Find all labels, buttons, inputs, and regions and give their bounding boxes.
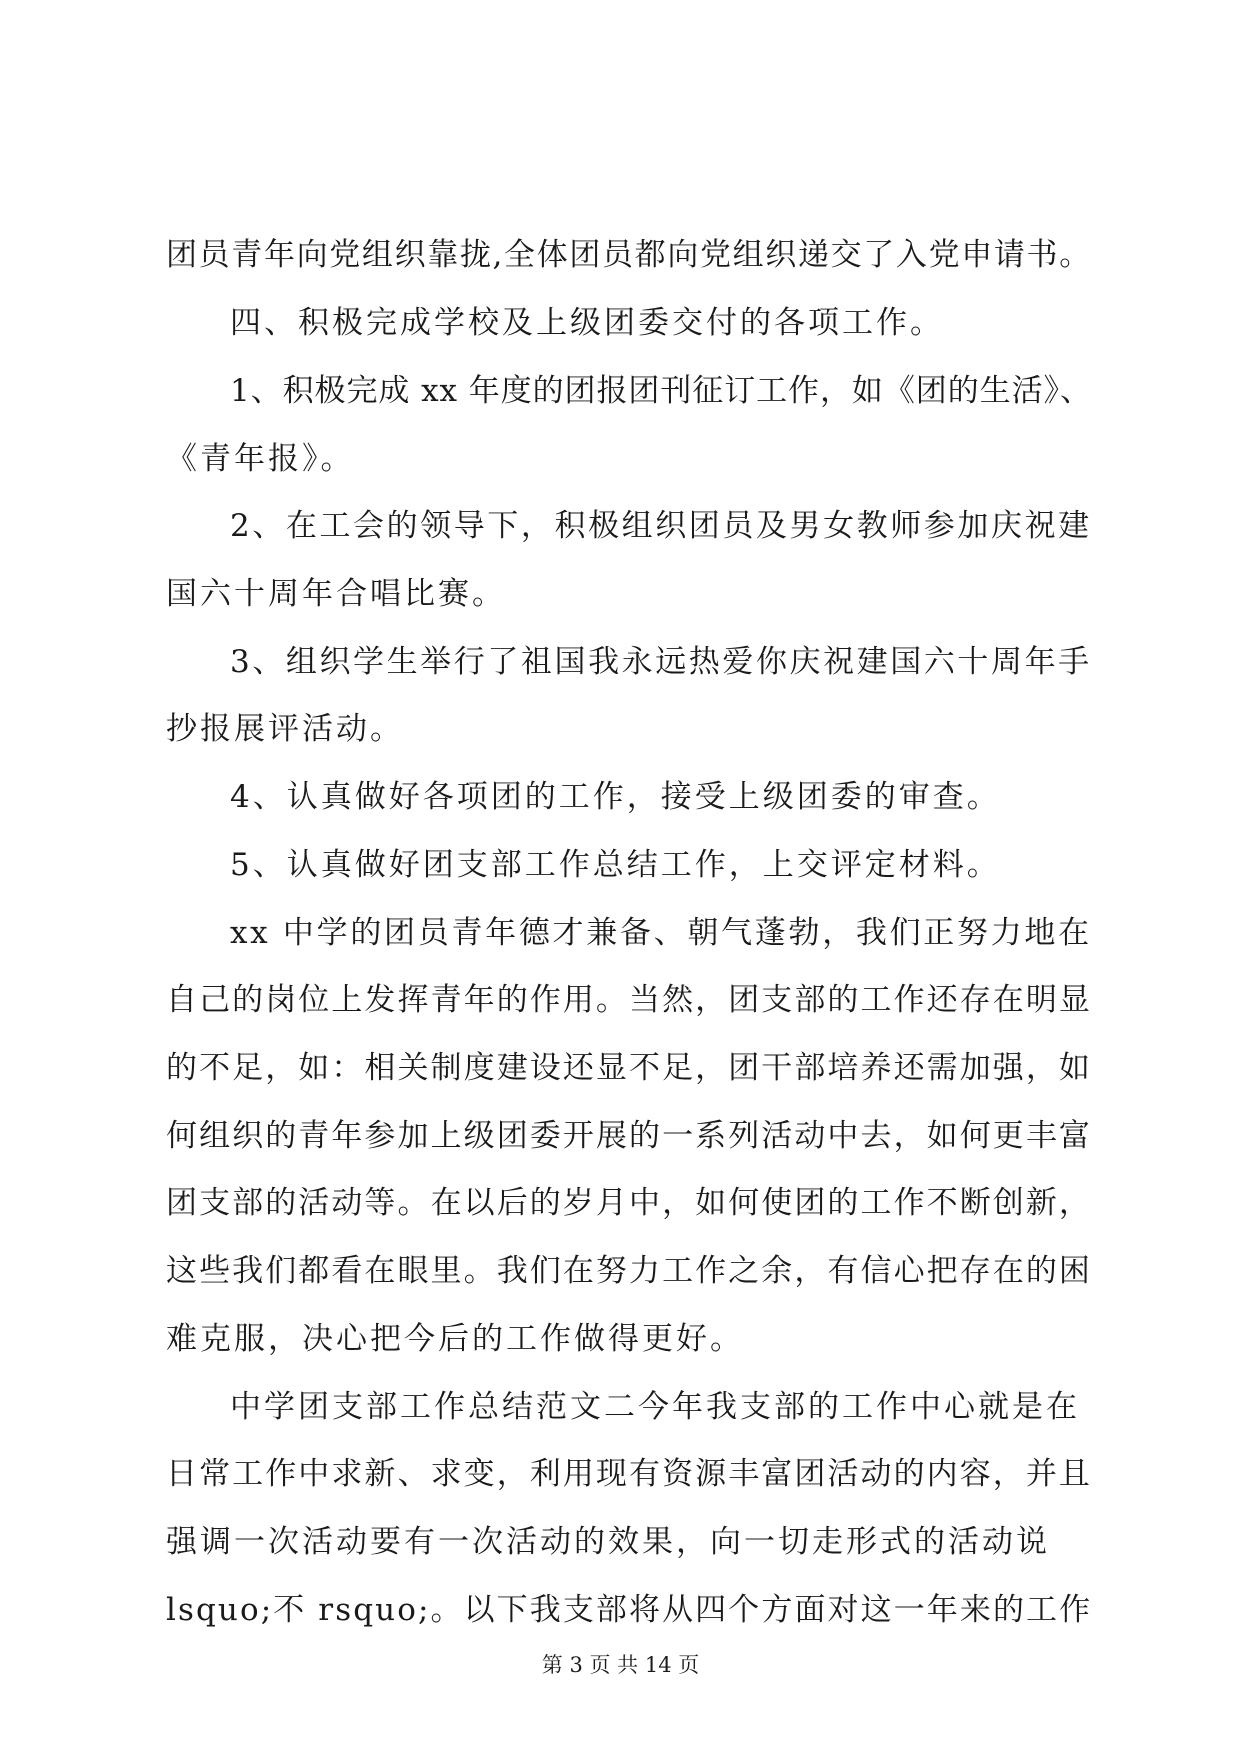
text-line-17: 难克服，决心把今后的工作做得更好。 — [166, 1321, 744, 1357]
text-line-12: 自己的岗位上发挥青年的作用。当然，团支部的工作还存在明显 — [166, 982, 1092, 1018]
text-line-2: 四、积极完成学校及上级团委交付的各项工作。 — [230, 305, 944, 341]
text-line-1: 团员青年向党组织靠拢,全体团员都向党组织递交了入党申请书。 — [166, 237, 1092, 273]
text-line-7: 3、组织学生举行了祖国我永远热爱你庆祝建国六十周年手 — [230, 644, 1092, 680]
text-line-13: 的不足，如：相关制度建设还显不足，团干部培养还需加强，如 — [166, 1050, 1092, 1086]
text-line-16: 这些我们都看在眼里。我们在努力工作之余，有信心把存在的困 — [166, 1253, 1092, 1289]
text-line-21: lsquo;不 rsquo;。以下我支部将从四个方面对这一年来的工作 — [166, 1592, 1093, 1628]
text-line-4: 《青年报》。 — [166, 441, 355, 477]
text-line-15: 团支部的活动等。在以后的岁月中，如何使团的工作不断创新， — [166, 1185, 1092, 1221]
text-line-6: 国六十周年合唱比赛。 — [166, 576, 506, 612]
text-line-20: 强调一次活动要有一次活动的效果，向一切走形式的活动说 — [166, 1524, 1050, 1560]
text-line-19: 日常工作中求新、求变，利用现有资源丰富团活动的内容，并且 — [166, 1456, 1092, 1492]
page-footer: 第 3 页 共 14 页 — [541, 1653, 700, 1677]
text-line-18: 中学团支部工作总结范文二今年我支部的工作中心就是在 — [230, 1389, 1080, 1425]
text-line-8: 抄报展评活动。 — [166, 711, 404, 747]
text-line-10: 5、认真做好团支部工作总结工作，上交评定材料。 — [230, 847, 1001, 883]
text-line-9: 4、认真做好各项团的工作，接受上级团委的审查。 — [230, 779, 1001, 815]
text-line-14: 何组织的青年参加上级团委开展的一系列活动中去，如何更丰富 — [166, 1118, 1092, 1154]
text-line-5: 2、在工会的领导下，积极组织团员及男女教师参加庆祝建 — [230, 508, 1092, 544]
text-line-3: 1、积极完成 xx 年度的团报团刊征订工作，如《团的生活》、 — [230, 373, 1092, 409]
text-line-11: xx 中学的团员青年德才兼备、朝气蓬勃，我们正努力地在 — [230, 915, 1092, 951]
